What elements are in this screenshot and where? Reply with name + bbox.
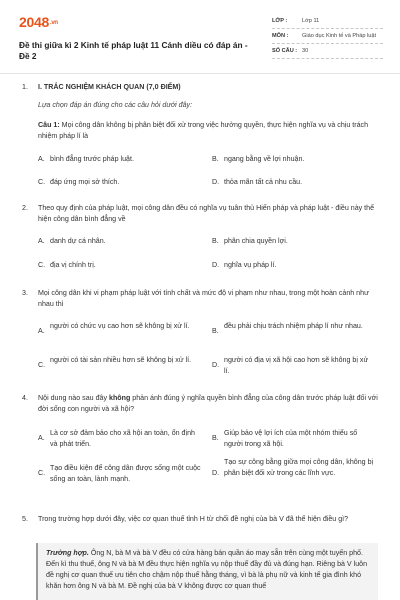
question-4: 4. Nội dung nào sau đây không phản ánh đúng ý nghĩa quyền bình đẳng của công dân trước pháp luật đối với đời sống con người và xã hội? A. Là cơ sở đảm bảo cho xã hội an toàn, ổn định và phát triển. B. Giúp bảo vệ lợi ích của một nhóm thiểu số người trong xã hội. C. Tạo điều kiện để công dân được sống một cuộc sống an toàn, lành mạnh. D. Tạo sự công bằng giữa mọi công dân, không bị phân biệt đối xử trong các lĩnh vực. <box>22 394 378 483</box>
header <box>19 14 383 60</box>
question-1: 1. I. TRẮC NGHIỆM KHÁCH QUAN (7,0 ĐIỂM) Lựa chọn đáp án đúng cho các câu hỏi dưới đây: Câu 1: Mọi công dân không bị phân biệt đối xử trong việc hưởng quyền, thực hiện nghĩa vụ và chịu trách nhiệm pháp lí là A. bình đẳng trước pháp luật. B. ngang bằng về lợi nhuận. C. đáp ứng mọi sở thích. D. thỏa mãn tất cả nhu cầu. <box>22 82 382 192</box>
meta-value: Lớp 11 <box>302 18 320 24</box>
meta-row-count <box>272 44 383 59</box>
emphasis-not: không <box>109 394 131 402</box>
case-label: Trường hợp. <box>46 549 89 557</box>
instruction-text: Lựa chọn đáp án đúng cho các câu hỏi dưới đây: <box>38 101 193 109</box>
document-meta <box>272 14 383 59</box>
header-divider <box>0 73 400 74</box>
question-5 <box>22 514 382 540</box>
question-text: Theo quy định của pháp luật, mọi công dân đều có nghĩa vụ tuân thủ Hiến pháp và pháp luật - điều này thể hiện công dân bình đẳng về <box>38 204 375 223</box>
question-2: 2. Theo quy định của pháp luật, mọi công dân đều có nghĩa vụ tuân thủ Hiến pháp và pháp luật - điều này thể hiện công dân bình đẳng về A. danh dự cá nhân. B. phân chia quyền lợi. C. địa vị chính trị. D. nghĩa vụ pháp lí. <box>22 203 382 283</box>
question-number: 5. <box>22 515 28 523</box>
meta-key: SỐ CÂU : <box>272 48 298 54</box>
question-text: Nội dung nào sau đây không phản ánh đúng ý nghĩa quyền bình đẳng của công dân trước pháp luật đối với đời sống con người và xã hội? <box>38 394 378 413</box>
meta-value: Giáo dục Kinh tế và Pháp luật <box>302 33 377 39</box>
meta-row-subject <box>272 29 383 44</box>
meta-row-class <box>272 14 383 29</box>
question-number: 2. <box>22 204 28 212</box>
meta-key: MÔN : <box>272 33 289 39</box>
site-logo[interactable]: 2048.vn <box>19 14 58 30</box>
meta-key: LỚP : <box>272 18 288 24</box>
question-label: Câu 1: <box>38 121 60 129</box>
question-text: Mọi công dân khi vi phạm pháp luật với tính chất và mức độ vi phạm như nhau, trong một hoàn cảnh như nhau thì <box>38 289 369 308</box>
question-number: 3. <box>22 289 28 297</box>
question-3: 3. Mọi công dân khi vi phạm pháp luật với tính chất và mức độ vi phạm như nhau, trong một hoàn cảnh như nhau thì A. người có chức vụ cao hơn sẽ không bị xử lí. B. đều phải chịu trách nhiệm pháp lí như nhau. C. người có tài sản nhiều hơn sẽ không bị xử lí. D. người có địa vị xã hội cao hơn sẽ không bị xử lí. <box>22 288 382 383</box>
meta-value: 30 <box>302 48 309 54</box>
case-study-text: Trường hợp. Ông N, bà M và bà V đều có cửa hàng bán quần áo may sẵn trên cùng một tuyến phố. Đến kì thu thuế, ông N và bà M đều thực hiện nghĩa vụ nộp thuế đầy đủ và đúng hạn. Riêng bà V luôn đề nghị cơ quan thuế ưu tiên cho chậm nộp thuế hằng tháng, vì bà là phụ nữ và kinh tế gia đình khó khăn hơn ông N và bà M. Đề nghị của bà V không được cơ quan thuế <box>46 549 368 590</box>
section-heading: I. TRẮC NGHIỆM KHÁCH QUAN (7,0 ĐIỂM) <box>38 83 181 91</box>
question-text: Câu 1: Mọi công dân không bị phân biệt đối xử trong việc hưởng quyền, thực hiện nghĩa vụ và chịu trách nhiệm pháp lí là <box>38 121 369 140</box>
question-number: 1. <box>22 83 28 91</box>
case-study-box <box>36 543 378 600</box>
question-text: Trong trường hợp dưới đây, việc cơ quan thuế tỉnh H từ chối đề nghị của bà V đã thể hiện điều gì? <box>38 515 349 523</box>
document-title: Đề thi giữa kì 2 Kinh tế pháp luật 11 Cánh diều có đáp án - Đề 2 <box>19 40 248 61</box>
question-number: 4. <box>22 394 28 402</box>
